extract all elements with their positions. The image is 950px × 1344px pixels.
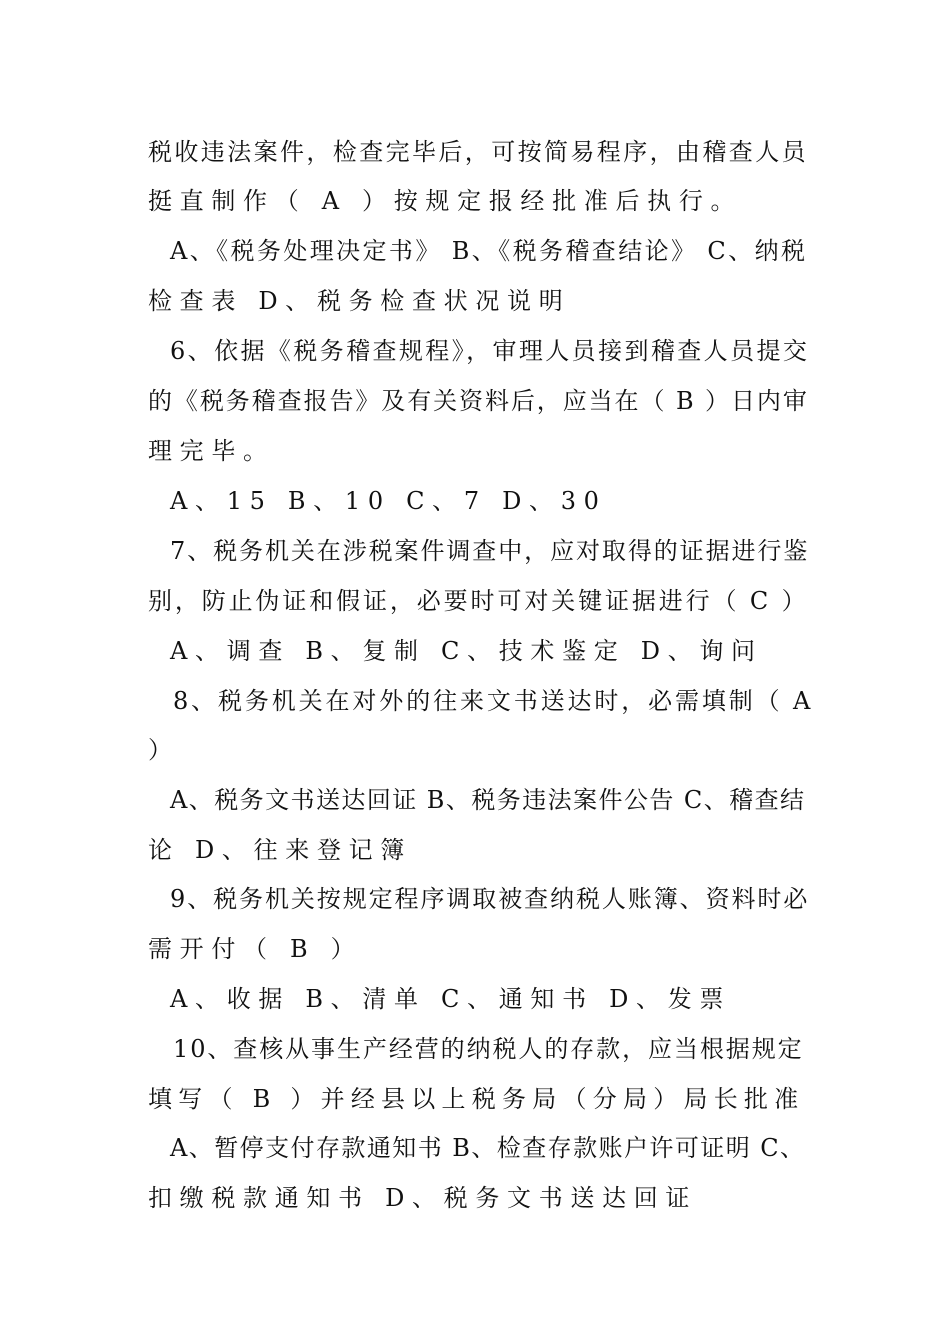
question-line: 10、查核从事生产经营的纳税人的存款，应当根据规定 [173, 1035, 804, 1063]
option-line: 检查表 D、税务检查状况说明 [148, 287, 571, 315]
option-line: A、暂停支付存款通知书 B、检查存款账户许可证明 C、 [170, 1134, 806, 1162]
option-line: 论 D、往来登记簿 [148, 836, 412, 864]
option-line: A、调查 B、复制 C、技术鉴定 D、询问 [170, 637, 763, 665]
text-line: ） [148, 736, 180, 764]
text-line: 别，防止伪证和假证，必要时可对关键证据进行（ C ） [148, 587, 809, 615]
option-line: A、15 B、10 C、7 D、30 [170, 487, 607, 515]
text-line: 填写（ B ）并经县以上税务局（分局）局长批准 [148, 1085, 805, 1113]
option-line: 扣缴税款通知书 D、税务文书送达回证 [148, 1184, 698, 1212]
text-line: 的《税务稽查报告》及有关资料后，应当在（ B ）日内审 [148, 387, 809, 415]
option-line: A、税务文书送达回证 B、税务违法案件公告 C、稽查结 [170, 786, 806, 814]
question-line: 6、依据《税务稽查规程》，审理人员接到稽查人员提交 [170, 337, 810, 365]
question-line: 9、税务机关按规定程序调取被查纳税人账簿、资料时必 [170, 885, 810, 913]
text-line: 税收违法案件，检查完毕后，可按简易程序，由稽查人员 [148, 138, 808, 166]
option-line: A、《税务处理决定书》 B、《税务稽查结论》 C、纳税 [170, 237, 808, 265]
text-line: 理完毕。 [148, 437, 275, 465]
text-line: 需开付（ B ） [148, 935, 363, 963]
text-line: 挺直制作（ A ）按规定报经批准后执行。 [148, 187, 743, 215]
question-line: 8、税务机关在对外的往来文书送达时，必需填制（ A [173, 687, 814, 715]
question-line: 7、税务机关在涉税案件调查中，应对取得的证据进行鉴 [170, 537, 810, 565]
option-line: A、收据 B、清单 C、通知书 D、发票 [170, 985, 732, 1013]
